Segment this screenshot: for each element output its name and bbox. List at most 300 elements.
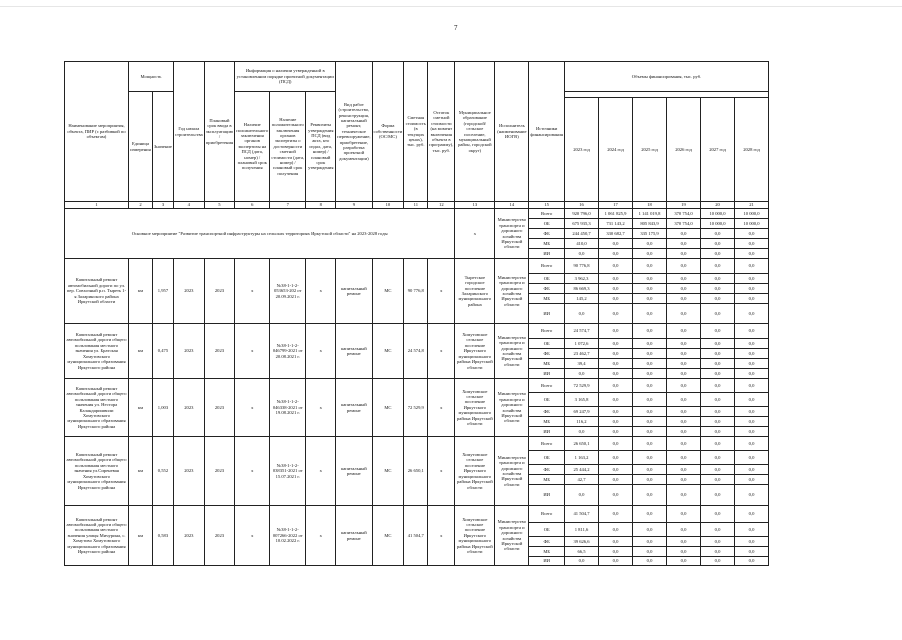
funding-source: ФБ [529, 349, 565, 359]
funding-value: 0,0 [633, 557, 667, 566]
funding-value: 0,0 [701, 229, 735, 239]
funding-value: 0,0 [599, 294, 633, 304]
scan-edge [0, 6, 902, 7]
funding-value: 0,0 [599, 537, 633, 547]
object-psd-approval: х [306, 259, 336, 324]
header-start-year: Год начала строительства [173, 62, 204, 202]
object-start-year: 2023 [173, 506, 204, 566]
main-event-mark: х [455, 209, 495, 259]
funding-value: 0,0 [667, 417, 701, 427]
column-number: 9 [336, 202, 372, 209]
funding-value: 0,0 [633, 485, 667, 506]
funding-value: 0,0 [633, 523, 667, 537]
header-work-type: Вид работ (строительство, реконструкция, капитальный ремонт, техническое перевооружение, приобретение, разработка проектной документации) [336, 62, 372, 202]
funding-value: 0,0 [565, 485, 599, 506]
funding-value: 0,0 [735, 393, 769, 407]
funding-source: ФБ [529, 465, 565, 475]
funding-value: 0,0 [633, 359, 667, 369]
object-municipality: Хомутовское сельское поселение Иркутского муниципального района Иркутской области [455, 506, 495, 566]
header-psd-conclusion: Наличие положительного заключения органов экспертизы на ПСД (дата, номер) / плановый срок получения [235, 92, 270, 202]
object-psd-approval: х [306, 324, 336, 379]
funding-value: 0,0 [565, 304, 599, 324]
funding-value: 0,0 [701, 437, 735, 451]
header-year: 2025 год [633, 98, 667, 202]
funding-source: МБ [529, 547, 565, 557]
header-year: 2028 год [735, 98, 769, 202]
funding-value: 0,0 [701, 294, 735, 304]
funding-value: 0,0 [599, 437, 633, 451]
funding-value: 0,0 [599, 274, 633, 284]
funding-source: Всего [529, 506, 565, 523]
funding-value: 0,0 [667, 324, 701, 339]
column-number: 11 [404, 202, 428, 209]
object-estimate-cost: 90 776,8 [404, 259, 428, 324]
funding-value: 0,0 [701, 324, 735, 339]
object-ownership: МС [372, 506, 404, 566]
funding-value: 0,0 [667, 393, 701, 407]
column-numbers-row [65, 202, 769, 209]
page-number: 7 [454, 24, 458, 32]
object-psd-conclusion: х [235, 379, 270, 437]
object-unit: км [129, 379, 153, 437]
funding-value: 0,0 [735, 475, 769, 485]
funding-value: 0,0 [701, 523, 735, 537]
header-executor: Исполнитель (наименование ИОГВ) [495, 62, 529, 202]
object-name: Капитальный ремонт автомобильной дороги по ул. пер. Совхозный р.п. Тыреть 1-я Заларинского района Иркутской области [65, 259, 129, 324]
funding-value: 1 163,2 [565, 451, 599, 465]
object-plan-year: 2023 [204, 259, 235, 324]
table-row [65, 259, 769, 274]
funding-value: 39,4 [565, 359, 599, 369]
header-ownership: Форма собственности (ОС/МС) [372, 62, 404, 202]
funding-value: 0,0 [735, 304, 769, 324]
funding-value: 0,0 [701, 547, 735, 557]
funding-source: МБ [529, 417, 565, 427]
object-capacity: 1,957 [153, 259, 174, 324]
object-work-type: капитальный ремонт [336, 506, 372, 566]
funding-value: 1 811,6 [565, 523, 599, 537]
funding-value: 0,0 [735, 349, 769, 359]
funding-source: ОБ [529, 451, 565, 465]
funding-source: ИИ [529, 557, 565, 566]
header-year: 2027 год [701, 98, 735, 202]
funding-value: 10 000,0 [701, 219, 735, 229]
column-number: 2 [129, 202, 153, 209]
funding-value: 0,0 [633, 465, 667, 475]
funding-value: 0,0 [701, 557, 735, 566]
object-work-type: капитальный ремонт [336, 379, 372, 437]
object-psd-cost-conclusion: №38-1-1-2-053653-202 от 20.09.2021 г. [270, 259, 306, 324]
object-unit: км [129, 506, 153, 566]
object-municipality: Хомутовское сельское поселение Иркутского муниципального района Иркутской области [455, 379, 495, 437]
object-ownership: МС [372, 259, 404, 324]
funding-value: 0,0 [667, 274, 701, 284]
funding-source: Всего [529, 437, 565, 451]
funding-value: 0,0 [599, 349, 633, 359]
funding-value: 0,0 [667, 369, 701, 379]
header-psd-approval: Реквизиты утверждения ПСД (вид акта, кто издал, дата, номер) / плановый срок утверждения [306, 92, 336, 202]
funding-value: 26 650,1 [565, 437, 599, 451]
funding-value: 244 450,7 [565, 229, 599, 239]
funding-value: 0,0 [633, 249, 667, 259]
funding-value: 0,0 [633, 369, 667, 379]
column-number: 8 [306, 202, 336, 209]
funding-value: 39 626,6 [565, 537, 599, 547]
funding-value: 0,0 [735, 451, 769, 465]
column-number: 21 [735, 202, 769, 209]
funding-value: 0,0 [701, 537, 735, 547]
header-year: 2024 год [599, 98, 633, 202]
funding-value: 0,0 [599, 475, 633, 485]
object-name: Капитальный ремонт автомобильной дороги общего пользования местного значения ул.Сиреневая Хомутовского муниципального образования Иркутского района [65, 437, 129, 506]
funding-value: 0,0 [599, 339, 633, 349]
column-number: 12 [428, 202, 455, 209]
funding-value: 0,0 [701, 407, 735, 417]
header-name: Наименование мероприятия, объекта, ПИР (с разбивкой по объектам) [65, 62, 129, 202]
funding-value: 0,0 [633, 339, 667, 349]
funding-value: 0,0 [599, 485, 633, 506]
funding-value: 23 462,7 [565, 349, 599, 359]
funding-value: 72 529,9 [565, 379, 599, 393]
funding-value: 0,0 [701, 427, 735, 437]
object-plan-year: 2023 [204, 324, 235, 379]
funding-value: 0,0 [667, 294, 701, 304]
funding-value: 90 776,8 [565, 259, 599, 274]
funding-value: 0,0 [735, 294, 769, 304]
object-psd-approval: х [306, 506, 336, 566]
main-event-name: Основное мероприятие "Развитие транспортной инфраструктуры на сельских территориях Иркутской области" на 2023-2028 годы [65, 209, 455, 259]
funding-source: Всего [529, 259, 565, 274]
object-start-year: 2023 [173, 259, 204, 324]
funding-value: 0,0 [701, 451, 735, 465]
funding-value: 0,0 [735, 485, 769, 506]
funding-value: 0,0 [667, 437, 701, 451]
object-capacity: 0,552 [153, 437, 174, 506]
funding-value: 0,0 [735, 506, 769, 523]
object-plan-year: 2023 [204, 437, 235, 506]
funding-value: 42,7 [565, 475, 599, 485]
funding-source: МБ [529, 359, 565, 369]
funding-value: 0,0 [701, 506, 735, 523]
funding-value: 0,0 [667, 304, 701, 324]
funding-value: 0,0 [633, 239, 667, 249]
funding-value: 0,0 [667, 239, 701, 249]
funding-value: 0,0 [701, 359, 735, 369]
funding-value: 0,0 [599, 239, 633, 249]
funding-value: 0,0 [633, 547, 667, 557]
column-number: 6 [235, 202, 270, 209]
funding-source: ОБ [529, 523, 565, 537]
funding-value: 3 962,3 [565, 274, 599, 284]
column-number: 3 [153, 202, 174, 209]
funding-value: 0,0 [701, 417, 735, 427]
object-psd-cost-conclusion: №38-1-1-2-007266-2022 от 10.02.2022 г. [270, 506, 306, 566]
object-executor: Министерство транспорта и дорожного хозяйства Иркутской области [495, 379, 529, 437]
funding-source: ФБ [529, 407, 565, 417]
funding-value: 0,0 [599, 427, 633, 437]
object-estimate-rest: х [428, 324, 455, 379]
object-start-year: 2023 [173, 437, 204, 506]
funding-source: Всего [529, 379, 565, 393]
funding-value: 0,0 [701, 475, 735, 485]
object-name: Капитальный ремонт автомобильной дороги общего пользования местного значения ул. Братская Хомутовского муниципального образования Иркутского района [65, 324, 129, 379]
funding-value: 0,0 [667, 359, 701, 369]
funding-value: 0,0 [633, 451, 667, 465]
object-psd-conclusion: х [235, 324, 270, 379]
funding-value: 335 175,9 [633, 229, 667, 239]
object-work-type: капитальный ремонт [336, 437, 372, 506]
funding-value: 0,0 [633, 407, 667, 417]
funding-value: 0,0 [735, 407, 769, 417]
funding-value: 25 444,2 [565, 465, 599, 475]
column-number: 4 [173, 202, 204, 209]
header-psd-cost-conclusion: Наличие положительного заключения органов экспертизы о достоверности сметной стоимости (дата, номер) / плановый срок получения [270, 92, 306, 202]
object-unit: км [129, 259, 153, 324]
funding-source: ИИ [529, 369, 565, 379]
funding-value: 1 072,6 [565, 339, 599, 349]
funding-value: 0,0 [735, 547, 769, 557]
funding-value: 0,0 [667, 547, 701, 557]
funding-value: 0,0 [701, 379, 735, 393]
funding-value: 0,0 [735, 557, 769, 566]
funding-value: 0,0 [735, 427, 769, 437]
funding-value: 0,0 [667, 349, 701, 359]
funding-source: ОБ [529, 274, 565, 284]
funding-source: ИИ [529, 485, 565, 506]
funding-value: 0,0 [633, 537, 667, 547]
funding-value: 0,0 [599, 359, 633, 369]
funding-value: 24 574,7 [565, 324, 599, 339]
header-funding-group: Объемы финансирования, тыс. руб. [565, 62, 769, 92]
funding-value: 0,0 [667, 523, 701, 537]
main-event-executor: Министерство транспорта и дорожного хозяйства Иркутской области [495, 209, 529, 259]
funding-value: 0,0 [667, 465, 701, 475]
column-number: 15 [529, 202, 565, 209]
funding-value: 0,0 [667, 451, 701, 465]
funding-value: 0,0 [701, 274, 735, 284]
column-number: 16 [565, 202, 599, 209]
funding-value: 0,0 [667, 506, 701, 523]
object-plan-year: 2023 [204, 379, 235, 437]
funding-source: ОБ [529, 219, 565, 229]
funding-value: 10 000,0 [735, 219, 769, 229]
object-estimate-rest: х [428, 437, 455, 506]
funding-value: 0,0 [667, 557, 701, 566]
funding-value: 0,0 [633, 304, 667, 324]
funding-value: 0,0 [667, 485, 701, 506]
funding-value: 0,0 [735, 437, 769, 451]
object-executor: Министерство транспорта и дорожного хозяйства Иркутской области [495, 324, 529, 379]
funding-value: 0,0 [735, 284, 769, 294]
funding-value: 0,0 [701, 284, 735, 294]
funding-source: ИИ [529, 427, 565, 437]
object-executor: Министерство транспорта и дорожного хозяйства Иркутской области [495, 437, 529, 506]
object-name: Капитальный ремонт автомобильной дороги общего пользования местного значения ул. Нестора Каландаришвили Хомутовского муниципального образования Иркутского района [65, 379, 129, 437]
object-psd-conclusion: х [235, 506, 270, 566]
object-unit: км [129, 437, 153, 506]
table-row [65, 506, 769, 523]
funding-value: 370 754,0 [667, 219, 701, 229]
column-number: 7 [270, 202, 306, 209]
funding-value: 0,0 [735, 324, 769, 339]
funding-value: 0,0 [633, 324, 667, 339]
object-unit: км [129, 324, 153, 379]
funding-source: МБ [529, 294, 565, 304]
object-estimate-rest: х [428, 506, 455, 566]
funding-value: 0,0 [599, 557, 633, 566]
header-row-1 [65, 62, 769, 92]
funding-value: 0,0 [667, 407, 701, 417]
funding-value: 0,0 [667, 475, 701, 485]
funding-value: 0,0 [735, 417, 769, 427]
object-psd-cost-conclusion: №38-1-1-2-046799-2021 от 20.08.2021 г. [270, 324, 306, 379]
funding-value: 0,0 [735, 274, 769, 284]
header-year: 2023 год [565, 98, 599, 202]
funding-source: ОБ [529, 393, 565, 407]
funding-value: 66,5 [565, 547, 599, 557]
header-unit: Единица измерения [129, 92, 153, 202]
object-work-type: капитальный ремонт [336, 324, 372, 379]
funding-value: 116,2 [565, 417, 599, 427]
funding-value: 0,0 [633, 294, 667, 304]
funding-value: 0,0 [667, 379, 701, 393]
funding-value: 0,0 [735, 359, 769, 369]
funding-value: 330 682,7 [599, 229, 633, 239]
funding-value: 0,0 [701, 249, 735, 259]
funding-value: 0,0 [701, 239, 735, 249]
funding-value: 0,0 [667, 259, 701, 274]
column-number: 17 [599, 202, 633, 209]
funding-value: 0,0 [599, 407, 633, 417]
object-estimate-cost: 41 504,7 [404, 506, 428, 566]
funding-value: 0,0 [633, 274, 667, 284]
object-estimate-cost: 24 574,8 [404, 324, 428, 379]
funding-value: 731 143,2 [599, 219, 633, 229]
funding-value: 0,0 [633, 417, 667, 427]
funding-value: 0,0 [735, 379, 769, 393]
header-psd-group: Информация о наличии утвержденной в установленном порядке проектной документации (ПСД) [235, 62, 336, 92]
funding-value: 0,0 [735, 259, 769, 274]
funding-source: ФБ [529, 284, 565, 294]
funding-value: 0,0 [701, 393, 735, 407]
funding-value: 0,0 [565, 369, 599, 379]
funding-source: ОБ [529, 339, 565, 349]
column-number: 18 [633, 202, 667, 209]
funding-value: 0,0 [667, 229, 701, 239]
object-municipality: Хомутовское сельское поселение Иркутского муниципального района Иркутской области [455, 437, 495, 506]
funding-value: 0,0 [735, 369, 769, 379]
funding-value: 41 504,7 [565, 506, 599, 523]
header-sources: Источники финансирования [529, 62, 565, 202]
funding-source: ИИ [529, 304, 565, 324]
funding-value: 0,0 [701, 485, 735, 506]
funding-value: 0,0 [565, 557, 599, 566]
table-row [65, 209, 769, 219]
funding-source: ИИ [529, 249, 565, 259]
object-psd-approval: х [306, 379, 336, 437]
object-psd-cost-conclusion: №38-1-1-2-046338-2021 от 19.08.2021 г. [270, 379, 306, 437]
funding-value: 0,0 [701, 369, 735, 379]
funding-value: 0,0 [599, 465, 633, 475]
object-ownership: МС [372, 437, 404, 506]
funding-source: Всего [529, 209, 565, 219]
object-name: Капитальный ремонт автомобильной дороги общего пользования местного значения улицы Мичурина, с. Хомутово Хомутовского муниципального образования Иркутского района [65, 506, 129, 566]
object-estimate-rest: х [428, 259, 455, 324]
object-capacity: 0,583 [153, 506, 174, 566]
object-psd-approval: х [306, 437, 336, 506]
funding-value: 0,0 [735, 523, 769, 537]
funding-source: ФБ [529, 229, 565, 239]
column-number: 20 [701, 202, 735, 209]
funding-value: 0,0 [633, 379, 667, 393]
object-start-year: 2023 [173, 324, 204, 379]
funding-value: 0,0 [599, 284, 633, 294]
funding-value: 0,0 [599, 304, 633, 324]
funding-source: МБ [529, 475, 565, 485]
object-executor: Министерство транспорта и дорожного хозяйства Иркутской области [495, 506, 529, 566]
object-psd-conclusion: х [235, 437, 270, 506]
funding-value: 0,0 [735, 229, 769, 239]
funding-value: 0,0 [667, 339, 701, 349]
object-ownership: МС [372, 324, 404, 379]
funding-value: 0,0 [735, 249, 769, 259]
column-number: 10 [372, 202, 404, 209]
funding-value: 0,0 [633, 437, 667, 451]
funding-value: 0,0 [565, 249, 599, 259]
header-value: Значение [153, 92, 174, 202]
table-row [65, 379, 769, 393]
column-number: 19 [667, 202, 701, 209]
object-psd-conclusion: х [235, 259, 270, 324]
funding-value: 0,0 [599, 249, 633, 259]
header-municipality: Муниципальное образование (городской/сельское поселение, муниципальный район, городской округ) [455, 62, 495, 202]
funding-value: 0,0 [599, 379, 633, 393]
funding-value: 370 754,0 [667, 209, 701, 219]
table-row [65, 324, 769, 339]
funding-value: 0,0 [599, 451, 633, 465]
funding-value: 410,0 [565, 239, 599, 249]
funding-value: 805 843,9 [633, 219, 667, 229]
object-executor: Министерство транспорта и дорожного хозяйства Иркутской области [495, 259, 529, 324]
object-capacity: 0,475 [153, 324, 174, 379]
object-start-year: 2023 [173, 379, 204, 437]
funding-value: 0,0 [701, 304, 735, 324]
header-estimate-rest: Остаток сметной стоимости (на момент включения объекта в программу), тыс. руб. [428, 62, 455, 202]
header-estimate-cost: Сметная стоимость (в текущих ценах), тыс. руб. [404, 62, 428, 202]
funding-table [64, 61, 769, 566]
header-year: 2026 год [667, 98, 701, 202]
funding-source: МБ [529, 239, 565, 249]
funding-value: 0,0 [599, 523, 633, 537]
funding-value: 0,0 [735, 339, 769, 349]
funding-value: 0,0 [667, 249, 701, 259]
object-capacity: 1,003 [153, 379, 174, 437]
funding-value: 0,0 [633, 475, 667, 485]
header-plan-year: Плановый срок ввода в эксплуатацию / приобретения [204, 62, 235, 202]
funding-value: 0,0 [633, 393, 667, 407]
funding-value: 0,0 [599, 393, 633, 407]
funding-value: 1 141 019,8 [633, 209, 667, 219]
object-plan-year: 2023 [204, 506, 235, 566]
funding-value: 0,0 [701, 339, 735, 349]
column-number: 13 [455, 202, 495, 209]
column-number: 5 [204, 202, 235, 209]
funding-value: 920 796,0 [565, 209, 599, 219]
object-municipality: Тыретское городское поселение Заларинского муниципального района [455, 259, 495, 324]
funding-value: 10 000,0 [735, 209, 769, 219]
funding-value: 69 247,9 [565, 407, 599, 417]
funding-source: ФБ [529, 537, 565, 547]
